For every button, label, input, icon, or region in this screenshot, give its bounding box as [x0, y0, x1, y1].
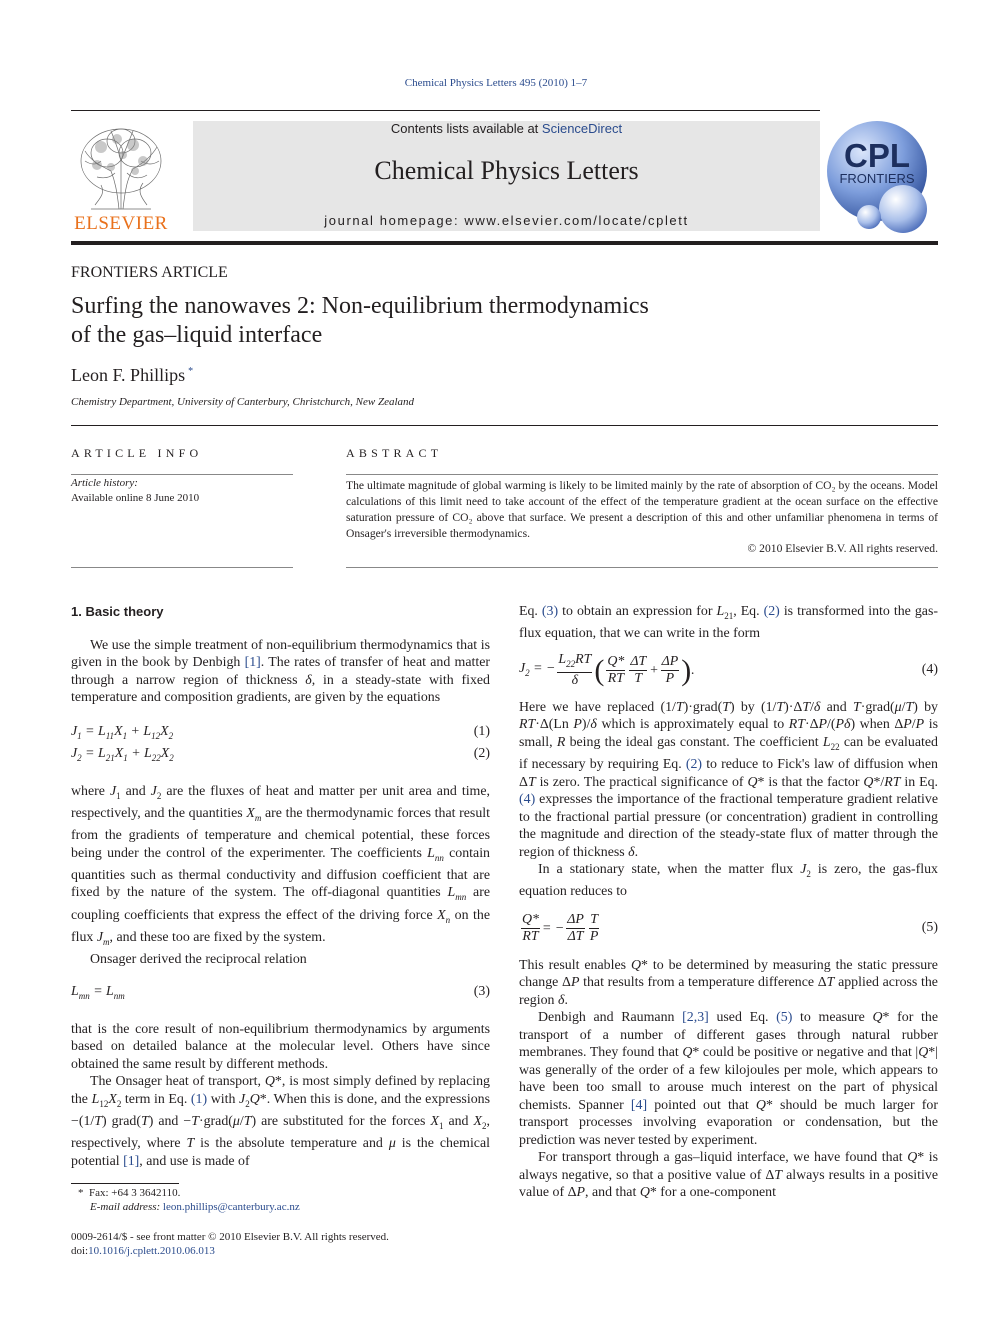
equation-2: $J_2 = L_{21}X_1 + L_{22}X_2$ (2)	[71, 745, 490, 763]
doi-label: doi:	[71, 1245, 89, 1257]
author-affiliation: Chemistry Department, University of Canterbury, Christchurch, New Zealand	[71, 396, 415, 408]
equation-number: (3)	[473, 983, 490, 999]
section-rule	[71, 425, 938, 426]
journal-title: Chemical Physics Letters	[374, 156, 639, 185]
contents-line	[193, 121, 820, 136]
article-history-label: Article history:	[71, 477, 138, 489]
footnote-email	[90, 1201, 300, 1213]
cpl-logo-subtext: FRONTIERS	[839, 171, 915, 186]
footnote-rule	[71, 1183, 179, 1184]
cpl-logo-text: CPL	[844, 137, 910, 174]
journal-reference[interactable]: Chemical Physics Letters 495 (2010) 1–7	[404, 77, 588, 89]
article-type: FRONTIERS ARTICLE	[71, 264, 228, 281]
article-title	[71, 292, 771, 350]
paragraph: Onsager derived the reciprocal relation	[90, 952, 307, 968]
paragraph: The Onsager heat of transport, Q*, is most simply defined by replacing the $L_{12}X_2$ term in Eq. (1) with $J_2Q*$. When this is done, and the expressions −(1/T) grad(T) and −T·grad(μ/T) are substituted for the forces $X_1$ and $X_2$, respectively, where T is the absolute temperature and μ is the chemical potential [1], and use is made of	[71, 1074, 490, 1169]
footer-doi	[71, 1245, 215, 1257]
footnote-mark: *	[78, 1187, 84, 1199]
info-rule	[71, 474, 293, 475]
paragraph: Denbigh and Raumann [2,3] used Eq. (5) to measure Q* for the transport of a number of different gases through natural rubber membranes. They found that Q* could be positive or negative and that |Q*| was generally of the order of a few kilojoules per mole, which appears to have been too small to arouse much interest on the part of physical chemists. Spanner [4] pointed out that Q* should be much larger for transport processes involving evaporation or condensation, but the prediction was never tested by experiment.	[519, 1010, 938, 1148]
abstract-rule	[346, 567, 938, 568]
paragraph: Here we have replaced (1/T)·grad(T) by (1/T)·ΔT/δ and T·grad(μ/T) by RT·Δ(Ln P)/δ which is approximately equal to RT·ΔP/(Pδ) when ΔP/P is small, R being the ideal gas constant. The coefficient $L_{22}$ can be evaluated if necessary by requiring Eq. (2) to reduce to Fick's law of diffusion when ΔT is zero. The practical significance of Q* is that the factor Q*/RT in Eq. (4) expresses the importance of the fractional temperature gradient relative to the fractional partial pressure (or concentration) gradient in controlling the magnitude and direction of the steady-state flux of matter through the region of thickness δ.	[519, 699, 939, 860]
equation-number: (4)	[921, 661, 938, 677]
footnote-fax	[78, 1187, 180, 1199]
equation-link[interactable]: (2)	[685, 757, 703, 773]
paragraph: We use the simple treatment of non-equilibrium thermodynamics that is given in the book by Denbigh [1]. The rates of transfer of heat and matter through a narrow region of thickness δ, in a steady-state with fixed temperature and composition gradients, are given by the equations	[71, 637, 490, 705]
body-column-left	[71, 603, 490, 1170]
header-rule	[71, 110, 820, 111]
paragraph: For transport through a gas–liquid interface, we have found that Q* is always negative, so that a positive value of ΔT always results in a positive value of ΔP, and that Q* for a one-component	[519, 1150, 938, 1201]
equation-number: (1)	[473, 723, 490, 739]
citation-link[interactable]: [2,3]	[682, 1010, 709, 1026]
abstract-text: The ultimate magnitude of global warming is likely to be limited mainly by the rate of absorption of CO₂ by the oceans. Model calculations of this limit need to take account of the effect of the temperature gradient at the ocean surface on the effective saturation pressure of CO₂ above that surface. We present a description of this and other unfamiliar phenomena in terms of Onsager's irreversible thermodynamics.	[346, 479, 938, 540]
equation-link[interactable]: (3)	[541, 604, 559, 619]
citation-link[interactable]: [1]	[244, 655, 261, 670]
cpl-frontiers-logo	[825, 119, 937, 237]
corresponding-author-mark[interactable]: *	[188, 366, 194, 377]
article-history-value: Available online 8 June 2010	[71, 492, 200, 504]
elsevier-wordmark: ELSEVIER	[74, 213, 168, 234]
info-rule	[71, 567, 293, 568]
contents-prefix: Contents lists available at	[390, 121, 542, 136]
article-title-line: Surfing the nanowaves 2: Non-equilibrium thermodynamics	[71, 293, 649, 319]
journal-homepage[interactable]: journal homepage: www.elsevier.com/locate/cplett	[324, 213, 689, 228]
paragraph: In a stationary state, when the matter flux $J_2$ is zero, the gas-flux equation reduces to	[519, 862, 938, 900]
paragraph: where $J_1$ and $J_2$ are the fluxes of heat and matter per unit area and time, respectively, and the quantities $X_m$ are the thermodynamic forces that result from the gradients of temperature and chemical potential, these forces being under the control of the experimenter. The coefficients $L_{nn}$ contain quantities such as thermal conductivity and diffusion coefficient that are fixed by the nature of the system. The off-diagonal quantities $L_{mn}$ are coupling coefficients that express the effect of the driving force $X_n$ on the flux $J_m$, and these too are fixed by the system.	[71, 783, 491, 947]
article-info-heading: ARTICLE INFO	[71, 446, 203, 460]
footer-issn: 0009-2614/$ - see front matter © 2010 Elsevier B.V. All rights reserved.	[71, 1231, 389, 1243]
abstract-heading: ABSTRACT	[346, 446, 443, 460]
citation-link[interactable]: [1]	[123, 1153, 140, 1169]
paragraph: Eq. (3) to obtain an expression for $L_{21}$, Eq. (2) is transformed into the gas-flux equation, that we can write in the form	[519, 604, 938, 642]
equation-number: (5)	[921, 919, 938, 935]
equation-1: $J_1 = L_{11}X_1 + L_{12}X_2$ (1)	[71, 723, 490, 741]
equation-5: $\frac{Q*}{RT}$ = − $\frac{\Delta P}{\Delta T}$ $\frac{T}{P}$ (5)	[522, 912, 938, 945]
equation-number: (2)	[473, 745, 490, 761]
equation-link[interactable]: (5)	[776, 1010, 793, 1026]
doi-link[interactable]: 10.1016/j.cplett.2010.06.013	[88, 1245, 215, 1257]
email-link[interactable]: leon.phillips@canterbury.ac.nz	[162, 1201, 300, 1213]
abstract-copyright: © 2010 Elsevier B.V. All rights reserved.	[747, 542, 938, 555]
equation-4: $J_2$ = − $\frac{L_{22}RT}{\delta}$ ( $\frac{Q*}{RT}$ $\frac{\Delta T}{T}$ + $\frac{\Delta P}{P}$ ) . (4)	[519, 652, 938, 689]
citation-link[interactable]: [4]	[630, 1097, 648, 1113]
abstract-rule	[346, 474, 938, 475]
article-title-line: of the gas–liquid interface	[71, 322, 323, 348]
equation-3: $L_{mn} = L_{nm}$ (3)	[71, 983, 490, 1001]
equation-link[interactable]: (1)	[190, 1091, 208, 1107]
body-column-right	[519, 603, 938, 1202]
header-thick-rule	[71, 241, 938, 245]
sciencedirect-link[interactable]: ScienceDirect	[541, 121, 623, 136]
equation-link[interactable]: (4)	[519, 792, 536, 808]
fax-text: Fax: +64 3 3642110.	[89, 1187, 181, 1199]
paragraph: This result enables Q* to be determined by measuring the static pressure change ΔP that results from a temperature difference ΔT applied across the region δ.	[519, 957, 938, 1008]
section-heading: 1. Basic theory	[71, 604, 164, 619]
email-label: E-mail address:	[90, 1201, 163, 1213]
author-name	[71, 365, 193, 386]
paragraph: that is the core result of non-equilibrium thermodynamics by arguments based on detailed balance at the molecular level. Others have since obtained the same result by different methods.	[71, 1021, 490, 1072]
equation-link[interactable]: (2)	[763, 604, 780, 619]
author-text: Leon F. Phillips	[71, 365, 186, 385]
